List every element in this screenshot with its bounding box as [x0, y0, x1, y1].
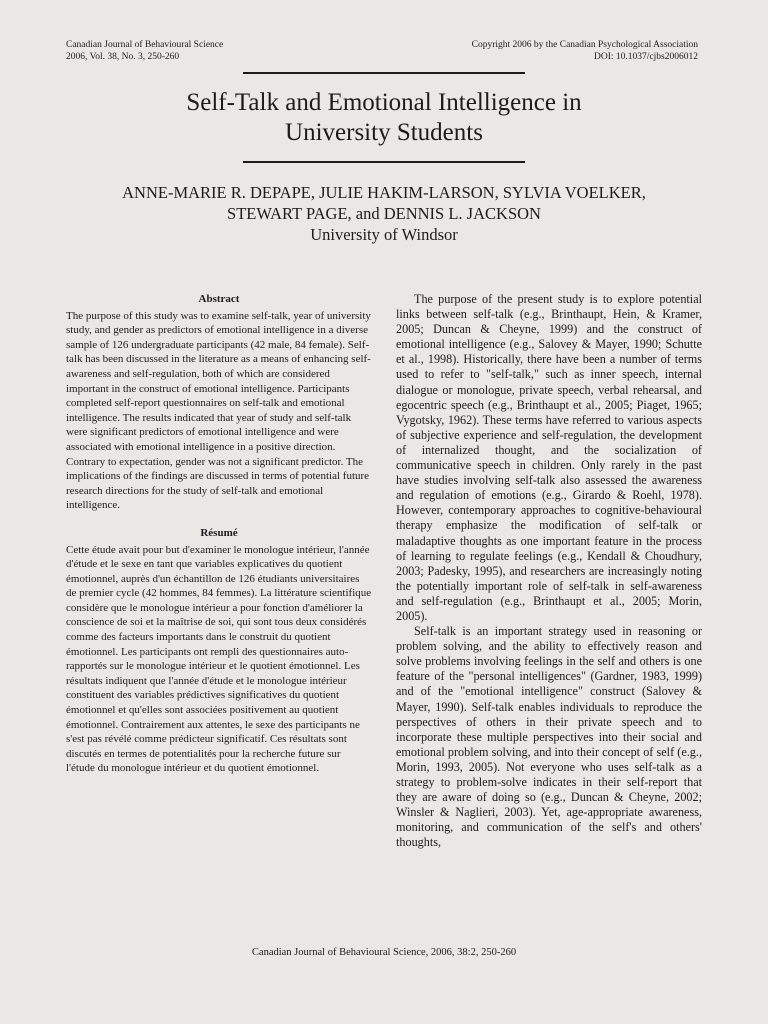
- author-block: [80, 182, 688, 245]
- title-line-2: University Students: [285, 119, 483, 146]
- authors-line-2: STEWART PAGE, and DENNIS L. JACKSON: [227, 204, 541, 223]
- doi-text: DOI: 10.1037/cjbs2006012: [594, 52, 698, 62]
- abstract-heading: Abstract: [198, 293, 240, 305]
- abstract-column: [66, 292, 372, 776]
- page-footer: Canadian Journal of Behavioural Science, 2006, 38:2, 250-260: [251, 947, 517, 958]
- resume-heading: Résumé: [200, 526, 238, 539]
- journal-volume: 2006, Vol. 38, No. 3, 250-260: [66, 52, 180, 62]
- journal-citation: [66, 39, 223, 63]
- article-title: [100, 88, 668, 148]
- title-top-rule: [243, 72, 525, 74]
- authors-line-1: ANNE-MARIE R. DEPAPE, JULIE HAKIM-LARSON, SYLVIA VOELKER,: [122, 183, 646, 202]
- title-bottom-rule: [243, 161, 525, 163]
- journal-name: Canadian Journal of Behavioural Science: [66, 40, 224, 50]
- affiliation: University of Windsor: [310, 225, 458, 244]
- copyright-text: Copyright 2006 by the Canadian Psychological Association: [471, 40, 698, 50]
- abstract-text: The purpose of this study was to examine self-talk, year of university study, and gender as predictors of emotional intelligence in a diverse sample of 126 undergraduate participants (42 male, 84 female). Self-talk has been discussed in the literature as a means of enhancing self-awareness and self-regulation, both of which are considered important in the construct of emotional intelligence. Participants completed self-report questionnaires on self-talk and emotional intelligence. The results indicated that year of study and self-talk were significant predictors of emotional intelligence and were associated with emotional intelligence in a positive direction. Contrary to expectation, gender was not a significant predictor. The implications of the findings are discussed in terms of potential future research directions for the study of self-talk and emotional intelligence.: [66, 309, 371, 512]
- body-paragraph-2: Self-talk is an important strategy used in reasoning or problem solving, and the ability to effectively reason and solve problems involving feelings in the self and others is one feature of the "personal intelligences" (Gardner, 1983, 1999) and of the "emotional intelligence" construct (Salovey & Mayer, 1990). Self-talk enables individuals to reproduce the perspectives of others in their private speech and to incorporate these multiple perspectives into their social and emotional problem solving, and into their concept of self (e.g., Morin, 1993, 2005). Not everyone who uses self-talk as a strategy to problem-solve indicates in their self-report that they are aware of doing so (e.g., Duncan & Cheyne, 2002; Winsler & Naglieri, 2003). Yet, age-appropriate awareness, monitoring, and communication of the self's and others' thoughts,: [396, 624, 702, 850]
- copyright-block: [472, 39, 698, 63]
- body-column: [396, 292, 702, 850]
- title-line-1: Self-Talk and Emotional Intelligence in: [186, 89, 582, 116]
- resume-text: Cette étude avait pour but d'examiner le monologue intérieur, l'année d'étude et le sexe en tant que variables explicatives du quotient émotionnel, auprès d'un échantillon de 126 étudiants universitaires de premier cycle (42 hommes, 84 femmes). La littérature scientifique considère que le monologue intérieur a pour fonction d'améliorer la conscience de soi et la maîtrise de soi, qui sont tous deux considérés comme des facteurs importants dans le construit du quotient émotionnel. Les participants ont rempli des questionnaires auto-rapportés sur le monologue intérieur et le quotient émotionnel. Les résultats indiquent que l'année d'étude et le monologue intérieur constituent des variables prédictives significatives du quotient émotionnel et qu'elles sont associées positivement au quotient émotionnel. Contrairement aux attentes, le sexe des participants ne s'est pas révélé comme prédicteur significatif. Ces résultats sont discutés en termes de potentialités pour la recherche future sur l'étude du monologue intérieur et du quotient émotionnel.: [66, 543, 372, 775]
- body-paragraph-1: The purpose of the present study is to explore potential links between self-talk (e.g., Brinthaupt, Hein, & Kramer, 2005; Duncan & Cheyne, 1999) and the construct of emotional intelligence (e.g., Salovey & Mayer, 1990; Schutte et al., 1998). Historically, there have been a number of terms used to refer to "self-talk," such as inner speech, internal dialogue or monologue, private speech, verbal rehearsal, and egocentric speech (e.g., Brinthaupt et al., 2005; Piaget, 1965; Vygotsky, 1962). These terms have referred to various aspects of subjective experience and self-regulation, the development of internalized thought, and the socialization of communicative speech in children. Only rarely in the past have studies involving self-talk also assessed the awareness and regulation of emotions (e.g., Girardo & Roehl, 1978). However, contemporary approaches to cognitive-behavioural therapy emphasize the modification of self-talk or maladaptive thoughts as one important feature in the process of learning to regulate feelings (e.g., Kendall & Choudhury, 2003; Padesky, 1995), and researchers are increasingly noting the potentially important role of self-talk in self-awareness and self-regulation (e.g., Brinthaupt et al., 2005; Morin, 2005).: [396, 292, 702, 623]
